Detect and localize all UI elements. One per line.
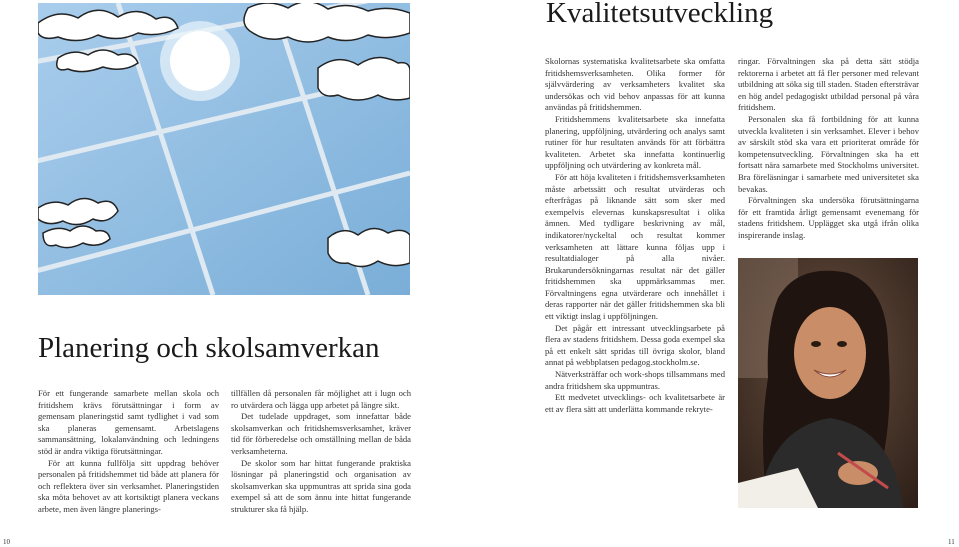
- girl-portrait-photo: [738, 258, 918, 508]
- paragraph: Personalen ska få fortbildning för att kunna utveckla kvaliteten i sin verksamhet. Elever i behov av särskilt stöd ska vara ett prioriterat område för kompetensutveckling. Förvaltningen ska ha ett fortsatt nära samarbete med Stockholms universitet. Bra föreläsningar i samarbete med universitetet ska bevakas.: [738, 113, 919, 194]
- text-column-2: [231, 388, 411, 516]
- page-title-left: Planering och skolsamverkan: [38, 332, 380, 364]
- paragraph: ringar. Förvaltningen ska på detta sätt stödja rektorerna i arbetet att få fler personer med relevant utbildning att söka sig till staden. Staden eftersträvar en hög andel pedagogiskt utbildad personal på våra fritidshem.: [738, 56, 919, 113]
- page-title-right: Kvalitetsutveckling: [546, 0, 774, 29]
- text-column-3: [545, 56, 725, 415]
- paragraph: De skolor som har hittat fungerande praktiska lösningar på planeringstid och organisation av skolsamverkan ska uppmuntras att sprida sina goda exempel så att de som ännu inte hittat fungerande strukturer ska få hjälp.: [231, 457, 411, 514]
- page-number-right: 11: [948, 538, 955, 546]
- paragraph: För att höja kvaliteten i fritidshemsverksamheten måste arbetssätt och resultat utvärderas och efterfrågas på liknande sätt som sker med exempelvis elevernas kunskapsresultat i olika ämnen. Med tydligare beskrivning av mål, indikatorer/nyckeltal och resultat kommer verksamheten att lättare kunna följas upp i resultatdialoger på alla nivåer. Brukarundersökningarnas resultat när det gäller fritidshemmen ska uppmärksammas mer. Förvaltningens egna utvärderare och innehållet i deras rapporter när det gäller fritidshemmen ska bli ett viktigt inslag i uppföljningen.: [545, 171, 725, 322]
- ceiling-sky-photo: [38, 3, 410, 295]
- paragraph: Det pågår ett intressant utvecklingsarbete på flera av stadens fritidshem. Dessa goda exempel ska på ett enkelt sätt spridas till övriga skolor, bland annat på webbplatsen pedagog.stockholm.se.: [545, 322, 725, 368]
- paragraph: Nätverksträffar och work-shops tillsammans med andra fritidshem ska uppmuntras.: [545, 369, 725, 391]
- paragraph: Förvaltningen ska undersöka förutsättningarna för ett framtida årligt gemensamt evenemang för stadens fritidshem. Upplägget ska utgå ifrån olika inspirerande inslag.: [738, 195, 919, 240]
- paragraph: För att kunna fullfölja sitt uppdrag behöver personalen på fritidshemmet tid både att planera för och reflektera över sin verksamhet. Planeringstiden ska möta behovet av att kortsiktigt planera veckans arbete, men även längre planerings-: [38, 457, 219, 514]
- page-number-left: 10: [3, 538, 10, 546]
- paragraph: tillfällen då personalen får möjlighet att i lugn och ro utvärdera och lägga upp arbetet på längre sikt.: [231, 388, 411, 410]
- paragraph: För ett fungerande samarbete mellan skola och fritidshem krävs förutsättningar i form av gemensam planeringstid samt tydlighet i vad som ska planeras gemensamt. Arbetslagens sammansättning, lokalanvändning och ledningens stöd är andra viktiga förutsättningar.: [38, 388, 219, 456]
- paragraph: Skolornas systematiska kvalitetsarbete ska omfatta fritidshemsverksamheten. Olika former för självvärdering av verksamheters kvalitet ska undersökas och vid behov anpassas för att kunna användas på fritidshemmen.: [545, 56, 725, 113]
- text-column-4: [738, 56, 919, 242]
- paragraph: Fritidshemmens kvalitetsarbete ska innefatta planering, uppföljning, utvärdering och analys samt rutiner för hur resultaten används för att förbättra kvaliteten. Arbetet ska innefatta kontinuerlig uppföljning och utvärdering av konkreta mål.: [545, 113, 725, 171]
- paragraph: Det tudelade uppdraget, som innefattar både skolsamverkan och fritidshemsverksamhet, kräver tid för förberedelse och omställning mellan de båda verksamheterna.: [231, 411, 411, 456]
- text-column-1: [38, 388, 219, 516]
- paragraph: Ett medvetet utvecklings- och kvalitetsarbete är ett av flera sätt att underlätta kommande rekryte-: [545, 392, 725, 414]
